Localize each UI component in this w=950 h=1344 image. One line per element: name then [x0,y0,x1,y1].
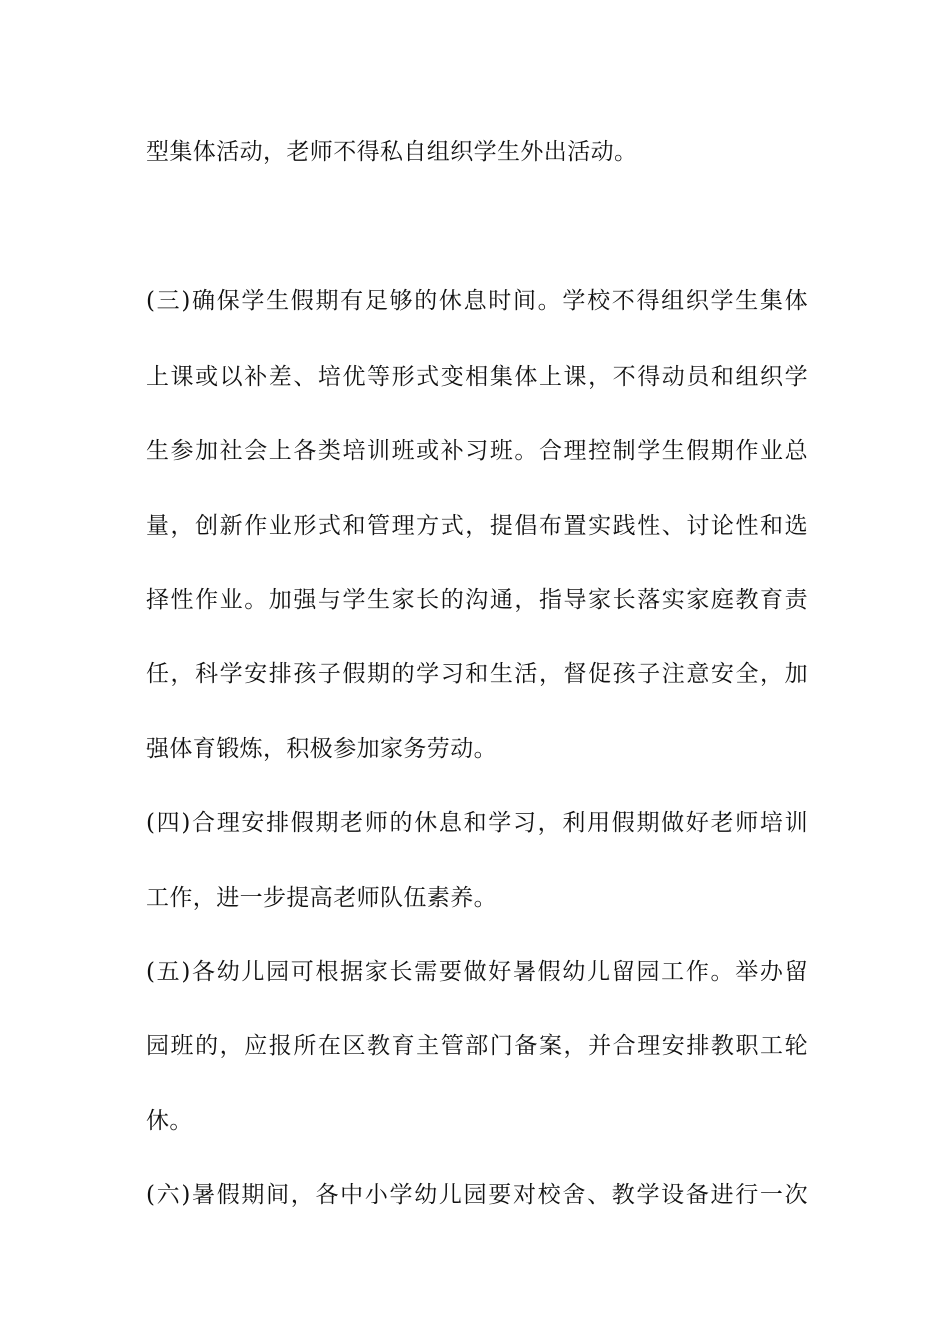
text-line: 强体育锻炼，积极参加家务劳动。 [146,736,497,762]
text-line: 休。 [146,1108,193,1134]
text-line: 型集体活动，老师不得私自组织学生外出活动。 [146,139,638,165]
text-line: 工作，进一步提高老师队伍素养。 [146,885,497,911]
text-line: 生参加社会上各类培训班或补习班。合理控制学生假期作业总 [146,438,808,464]
text-line: 择性作业。加强与学生家长的沟通，指导家长落实家庭教育责 [146,587,808,613]
text-line: (五)各幼儿园可根据家长需要做好暑假幼儿留园工作。举办留 [146,959,808,985]
text-line: 任，科学安排孩子假期的学习和生活，督促孩子注意安全，加 [146,661,808,687]
text-line: (三)确保学生假期有足够的休息时间。学校不得组织学生集体 [146,288,808,314]
text-line: 上课或以补差、培优等形式变相集体上课，不得动员和组织学 [146,364,808,390]
text-line: (六)暑假期间，各中小学幼儿园要对校舍、教学设备进行一次 [146,1182,808,1208]
text-line: 园班的，应报所在区教育主管部门备案，并合理安排教职工轮 [146,1033,808,1059]
text-line: 量，创新作业形式和管理方式，提倡布置实践性、讨论性和选 [146,513,808,539]
text-line: (四)合理安排假期老师的休息和学习，利用假期做好老师培训 [146,810,808,836]
